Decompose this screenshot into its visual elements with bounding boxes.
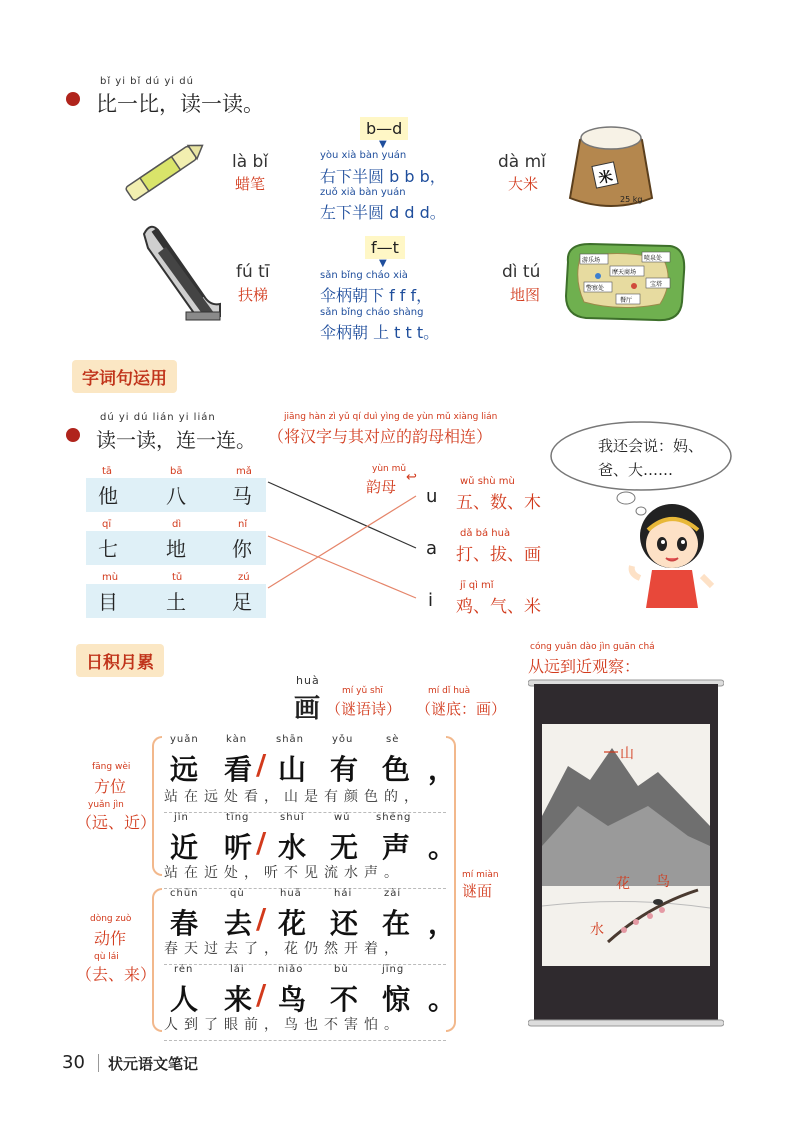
poem-sub1-pinyin: mí yǔ shī xyxy=(342,686,383,696)
right-label: 谜面 xyxy=(462,882,493,900)
poem-char: 花 xyxy=(278,907,307,940)
bd-line1-pinyin: yòu xià bàn yuán xyxy=(320,150,407,161)
final-words: 鸡、气、米 xyxy=(456,597,541,617)
map-label-5: 餐厅 xyxy=(620,297,633,304)
poem-line xyxy=(164,734,457,790)
scroll-label-mountain: 山 xyxy=(620,746,634,762)
poem-slash: / xyxy=(256,902,267,935)
poem-char: 惊 xyxy=(382,983,411,1016)
poem-pinyin: sè xyxy=(386,734,400,745)
poem-pinyin: lái xyxy=(230,964,245,975)
poem-char: 听 xyxy=(224,831,253,864)
poem-pinyin: shān xyxy=(276,734,305,745)
poem-char: 去 xyxy=(224,907,253,940)
poem-char: 近 xyxy=(170,831,199,864)
char: 土 xyxy=(166,590,186,614)
poem-pinyin: shēng xyxy=(376,812,412,823)
escalator-icon xyxy=(140,220,224,322)
poem-line xyxy=(164,888,457,944)
poem-punct: ， xyxy=(428,753,457,786)
bd-label: b—d xyxy=(360,117,408,140)
ft-arrow-icon: ▼ xyxy=(379,258,387,269)
poem-translation: 春天过去了，花仍然开着， xyxy=(164,938,446,965)
left2b-pinyin: qù lái xyxy=(94,952,119,962)
rice-bag-weight: 25 kg xyxy=(620,195,643,204)
poem-char: 在 xyxy=(382,907,411,940)
char: 足 xyxy=(232,590,252,614)
left1b: （远、近） xyxy=(76,813,157,832)
final-words: 五、数、木 xyxy=(456,493,541,513)
section1-title-pinyin: bǐ yi bǐ dú yi dú xyxy=(100,76,194,87)
word-map-pinyin: dì tú xyxy=(502,262,541,282)
char: 七 xyxy=(98,537,118,561)
ft-line1: 伞柄朝下 f f f， xyxy=(320,286,433,305)
poem-char: 有 xyxy=(330,753,359,786)
poem-char: 声 xyxy=(382,831,411,864)
ft-label: f—t xyxy=(365,236,405,259)
bullet-icon xyxy=(66,428,80,442)
scroll-label-bird: 鸟 xyxy=(656,874,670,890)
char-pinyin: mǎ xyxy=(236,466,252,477)
final-letter: i xyxy=(428,590,434,611)
char-pinyin: bā xyxy=(170,466,183,477)
bd-line1: 右下半圆 b b b， xyxy=(320,167,446,186)
poem-pinyin: zài xyxy=(384,888,402,899)
poem-title-pinyin: huà xyxy=(296,674,320,687)
poem-char: 来 xyxy=(224,983,253,1016)
poem-char: 水 xyxy=(278,831,307,864)
section2-tag: 字词句运用 xyxy=(72,360,177,393)
yunmu-label: 韵母 xyxy=(366,478,397,496)
poem-char: 色 xyxy=(382,753,411,786)
scroll-painting xyxy=(528,676,724,1030)
final-words: 打、拔、画 xyxy=(456,545,541,565)
left1-pinyin: fāng wèi xyxy=(92,762,131,772)
poem-char: 还 xyxy=(330,907,359,940)
map-label-0: 游乐场 xyxy=(582,257,601,264)
map-label-2: 摩天商场 xyxy=(612,269,637,276)
poem-char: 无 xyxy=(330,831,359,864)
word-map: 地图 xyxy=(510,286,541,304)
rice-bag-char: 米 xyxy=(597,168,615,188)
poem-slash: / xyxy=(256,826,267,859)
poem-char: 鸟 xyxy=(278,983,307,1016)
section3-tag: 日积月累 xyxy=(76,644,164,677)
map-label-4: 宝塔 xyxy=(650,281,663,288)
poem-pinyin: hái xyxy=(334,888,353,899)
observe-label: 从远到近观察： xyxy=(528,657,641,676)
poem-title: 画 xyxy=(294,694,321,724)
ft-line2: 伞柄朝 上 t t t。 xyxy=(320,323,440,342)
left1: 方位 xyxy=(94,777,127,796)
poem-pinyin: jìn xyxy=(174,812,189,823)
poem-sub1: （谜语诗） xyxy=(326,700,402,718)
page-number: 30 xyxy=(62,1052,85,1073)
char-pinyin: qī xyxy=(102,519,112,530)
char: 八 xyxy=(166,484,186,508)
match-lines xyxy=(260,470,430,610)
poem-pinyin: chūn xyxy=(170,888,199,899)
char-pinyin: mù xyxy=(102,572,119,583)
poem-char: 山 xyxy=(278,753,307,786)
word-escalator: 扶梯 xyxy=(238,286,269,304)
final-words-pinyin: jī qì mǐ xyxy=(460,580,494,591)
section2-note-pinyin: jiāng hàn zì yǔ qí duì yìng de yùn mǔ xiàng lián xyxy=(284,412,498,422)
poem-pinyin: niǎo xyxy=(278,964,304,975)
map-label-3: 警察处 xyxy=(586,285,605,292)
yunmu-arrow-icon: ↩ xyxy=(406,470,417,485)
observe-pinyin: cóng yuǎn dào jìn guān chá xyxy=(530,642,655,652)
char: 马 xyxy=(232,484,252,508)
char-pinyin: zú xyxy=(238,572,250,583)
poem-slash: / xyxy=(256,978,267,1011)
char: 地 xyxy=(166,537,186,561)
bullet-icon xyxy=(66,92,80,106)
map-label-1: 喷泉处 xyxy=(644,255,663,262)
word-rice-pinyin: dà mǐ xyxy=(498,152,546,172)
char: 目 xyxy=(98,590,118,614)
poem-pinyin: rén xyxy=(174,964,194,975)
poem-translation: 人到了眼前，鸟也不害怕。 xyxy=(164,1014,446,1041)
poem-char: 人 xyxy=(170,983,199,1016)
section2-title: 读一读，连一连。 xyxy=(96,428,256,452)
section2-note: （将汉字与其对应的韵母相连） xyxy=(268,427,493,446)
left2: 动作 xyxy=(94,929,127,948)
poem-punct: 。 xyxy=(428,983,457,1016)
word-escalator-pinyin: fú tī xyxy=(236,262,270,282)
poem-line xyxy=(164,812,457,868)
bracket-left xyxy=(152,736,162,876)
footer-divider xyxy=(98,1054,99,1072)
char-pinyin: nǐ xyxy=(238,519,248,530)
poem-pinyin: qù xyxy=(230,888,245,899)
char: 你 xyxy=(232,537,252,561)
word-crayon-pinyin: là bǐ xyxy=(232,152,269,172)
left2b: （去、来） xyxy=(76,965,157,984)
char: 他 xyxy=(98,484,118,508)
poem-pinyin: yǒu xyxy=(332,734,354,745)
poem-char: 不 xyxy=(330,983,359,1016)
scroll-label-flower: 花 xyxy=(616,876,630,892)
poem-char: 远 xyxy=(170,753,199,786)
poem-pinyin: yuǎn xyxy=(170,734,199,745)
ft-line1-pinyin: sǎn bǐng cháo xià xyxy=(320,270,408,281)
poem-punct: 。 xyxy=(428,831,457,864)
poem-pinyin: jīng xyxy=(382,964,405,975)
poem-punct: ， xyxy=(428,907,457,940)
char-pinyin: tā xyxy=(102,466,113,477)
final-letter: a xyxy=(426,538,438,559)
book-title: 状元语文笔记 xyxy=(108,1055,199,1073)
word-rice: 大米 xyxy=(508,175,539,193)
final-words-pinyin: wǔ shù mù xyxy=(460,476,515,487)
ft-line2-pinyin: sǎn bǐng cháo shàng xyxy=(320,307,424,318)
poem-pinyin: tīng xyxy=(226,812,250,823)
poem-slash: / xyxy=(256,748,267,781)
left2-pinyin: dòng zuò xyxy=(90,914,132,924)
poem-pinyin: bù xyxy=(334,964,349,975)
bd-line2-pinyin: zuǒ xià bàn yuán xyxy=(320,187,406,198)
rice-bag-icon xyxy=(566,118,656,212)
speech-bubble-text: 我还会说：妈、爸、大…… xyxy=(598,437,704,479)
section1-title: 比一比，读一读。 xyxy=(96,92,264,116)
poem-char: 春 xyxy=(170,907,199,940)
poem-pinyin: huā xyxy=(280,888,302,899)
poem-sub2-pinyin: mí dǐ huà xyxy=(428,686,471,696)
poem-char: 看 xyxy=(224,753,253,786)
right-pinyin: mí miàn xyxy=(462,870,499,880)
poem-pinyin: shuǐ xyxy=(280,812,305,823)
left1b-pinyin: yuǎn jìn xyxy=(88,800,124,810)
bracket-left xyxy=(152,888,162,1032)
poem-pinyin: kàn xyxy=(226,734,248,745)
bd-line2: 左下半圆 d d d。 xyxy=(320,203,446,222)
char-pinyin: dì xyxy=(172,519,182,530)
poem-translation: 站在近处，听不见流水声。 xyxy=(164,862,446,889)
poem-translation: 站在远处看，山是有颜色的， xyxy=(164,786,446,813)
yunmu-pinyin: yùn mǔ xyxy=(372,464,407,474)
crayon-icon xyxy=(118,134,214,206)
map-icon xyxy=(560,238,690,324)
bracket-right xyxy=(446,736,456,1032)
char-pinyin: tǔ xyxy=(172,572,183,583)
final-letter: u xyxy=(426,486,438,507)
final-words-pinyin: dǎ bá huà xyxy=(460,528,511,539)
section2-title-pinyin: dú yi dú lián yi lián xyxy=(100,412,216,423)
scroll-label-water: 水 xyxy=(590,922,604,938)
word-crayon: 蜡笔 xyxy=(235,175,266,193)
poem-sub2: （谜底：画） xyxy=(416,700,507,718)
poem-line xyxy=(164,964,457,1020)
bd-arrow-icon: ▼ xyxy=(379,139,387,150)
girl-character xyxy=(622,500,718,614)
poem-pinyin: wú xyxy=(334,812,351,823)
